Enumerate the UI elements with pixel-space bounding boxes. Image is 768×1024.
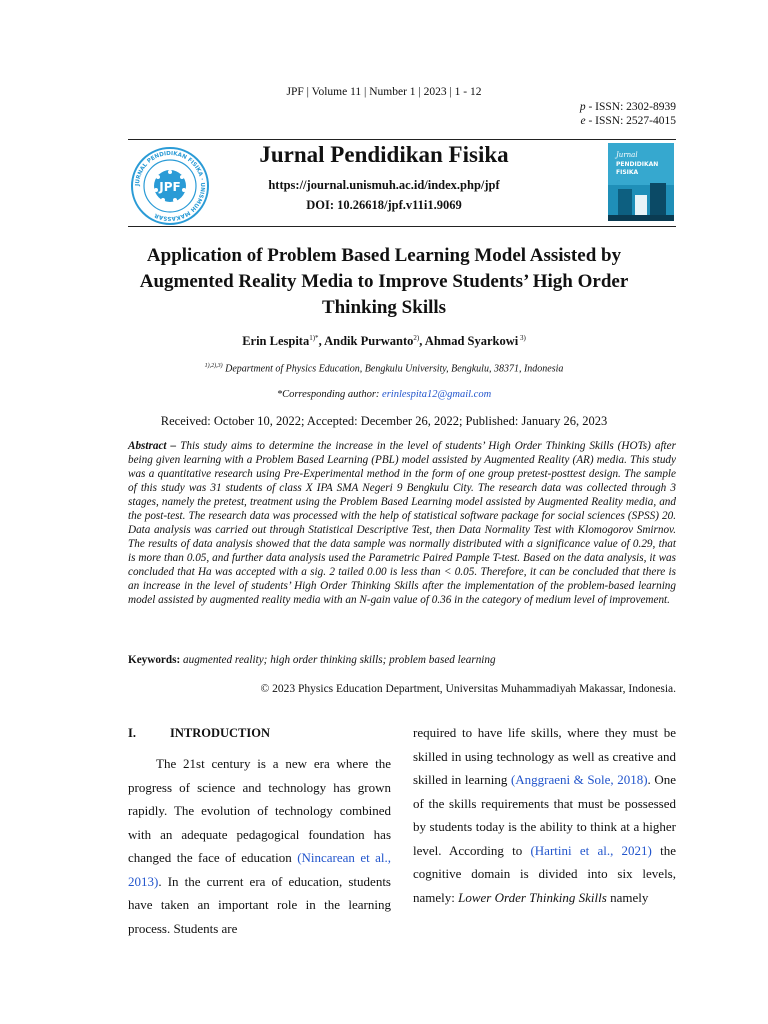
body-text: . One of the skills requirements that must be possessed by students today is the ability to think at a higher level. According to	[413, 772, 676, 858]
author-list: Erin Lespita$^{1)*}$, Andik Purwanto$^{2)}$, Ahmad Syarkowi $^{3)}$	[242, 334, 526, 349]
publication-dates: Received: October 10, 2022; Accepted: December 26, 2022; Published: January 26, 2023	[160, 414, 608, 428]
electronic-issn-prefix: e	[580, 115, 586, 127]
journal-doi[interactable]: DOI: 10.26618/jpf.v11i1.9069	[306, 198, 462, 212]
author-name: Ahmad Syarkowi	[424, 334, 519, 349]
citation-link[interactable]: (Anggraeni & Sole, 2018)	[510, 772, 648, 787]
section-number: I.	[128, 726, 136, 740]
cover-text-jurnal: Jurnal	[616, 151, 638, 159]
abstract-label: Abstract –	[128, 440, 177, 452]
body-text: the cognitive domain is divided into six levels, namely:	[413, 842, 676, 905]
author-name: Erin Lespita	[242, 334, 310, 349]
body-italic-term: Lower Order Thinking Skills	[458, 889, 607, 905]
body-text: . In the current era of education, students have taken an important role in the learning process. Students are	[128, 873, 391, 936]
print-issn-value: - ISSN: 2302-8939	[585, 101, 676, 113]
electronic-issn	[580, 114, 676, 129]
journal-cover-image	[608, 143, 674, 221]
journal-url[interactable]: https://journal.unismuh.ac.id/index.php/jpf	[268, 178, 500, 192]
logo-text: JPF	[159, 180, 181, 194]
corresponding-email-link[interactable]: erinlespita12@gmail.com	[382, 389, 492, 400]
body-column-left	[128, 752, 391, 940]
keywords-text: augmented reality; high order thinking skills; problem based learning	[180, 654, 496, 666]
cover-text-fisika: FISIKA	[616, 169, 639, 176]
logo-ring-text: JURNAL PENDIDIKAN FISIKA · UNISMUH MAKASSAR	[134, 150, 206, 222]
paper-title: Application of Problem Based Learning Model Assisted by Augmented Reality Media to Improve Students’ High Order Thinking Skills	[139, 245, 629, 318]
body-text: required to have life skills, where they must be skilled in using technology as well as creative and skilled in learning	[413, 725, 676, 787]
author-affiliation-marker: 1)*	[309, 334, 319, 342]
running-header: JPF | Volume 11 | Number 1 | 2023 | 1 - 12	[286, 86, 482, 98]
section-heading	[128, 726, 270, 741]
corresponding-author	[0, 389, 768, 400]
body-column-right	[413, 721, 676, 909]
abstract-text: This study aims to determine the increase in the level of students’ High Order Thinking Skills (HOTs) after being given learning with a Problem Based Learning (PBL) model assisted by Augmented Reality (AR) media. This study was a quantitative research using Pre-Experimental method in the form of one group pretest-posttest design. The sample of this study was 31 students of class X IPA SMA Negeri 9 Bengkulu City. The research data was collected through 3 stages, namely the pretest, treatment using the Problem Based Learning model assisted by Augmented Reality media, and the post-test. The research data was processed with the help of statistical software package for social sciences (SPSS) 20. Data analysis was carried out through Statistical Descriptive Test, then Data Normality Test with Klomogorov Smirnov. The results of data analysis showed that the data sample was normally distributed with a significance value of 0.29, that is more than 0.05, and further data analysis used the Parametric Paired Pample T-test. Based on the data analysis, it was concluded that Ha was accepted with a sig. 2 tailed 0.00 is less than < 0.05. Therefore, it can be concluded that there is an increase in the level of students’ High Order Thinking Skills after the implementation of the problem-based learning model assisted by augmented reality media with an N-gain value of 0.36 in the category of medium level of improvement.	[128, 440, 676, 606]
citation-link[interactable]: (Hartini et al., 2021)	[530, 842, 652, 858]
affiliation-text: Department of Physics Education, Bengkulu University, Bengkulu, 38371, Indonesia	[222, 363, 564, 375]
author-affiliation-marker: 2)	[413, 334, 420, 342]
print-issn	[580, 100, 676, 115]
body-text: The 21st century is a new era where the progress of science and technology has grown rapidly. The evolution of technology combined with an adequate pedagogical foundation has changed the face of education	[128, 756, 391, 865]
top-rule	[128, 139, 676, 140]
author-affiliation-marker: 3)	[518, 334, 526, 342]
affiliation-marker: 1),2),3)	[204, 363, 223, 369]
bottom-rule	[128, 226, 676, 227]
print-issn-prefix: p	[579, 101, 586, 113]
journal-title: Jurnal Pendidikan Fisika	[259, 142, 509, 167]
electronic-issn-value: - ISSN: 2527-4015	[585, 115, 676, 127]
affiliation	[0, 363, 768, 374]
cover-text-pendidikan: PENDIDIKAN	[616, 161, 659, 168]
body-text: namely	[606, 889, 649, 905]
section-title: INTRODUCTION	[170, 726, 271, 740]
author-name: Andik Purwanto	[324, 334, 414, 349]
keywords	[128, 654, 676, 666]
keywords-label: Keywords:	[128, 654, 181, 666]
citation-link[interactable]: (Nincarean et al., 2013)	[128, 850, 391, 889]
copyright-notice: © 2023 Physics Education Department, Universitas Muhammadiyah Makassar, Indonesia.	[260, 683, 676, 695]
abstract	[128, 439, 676, 607]
corresponding-label: *Corresponding author:	[276, 389, 383, 400]
